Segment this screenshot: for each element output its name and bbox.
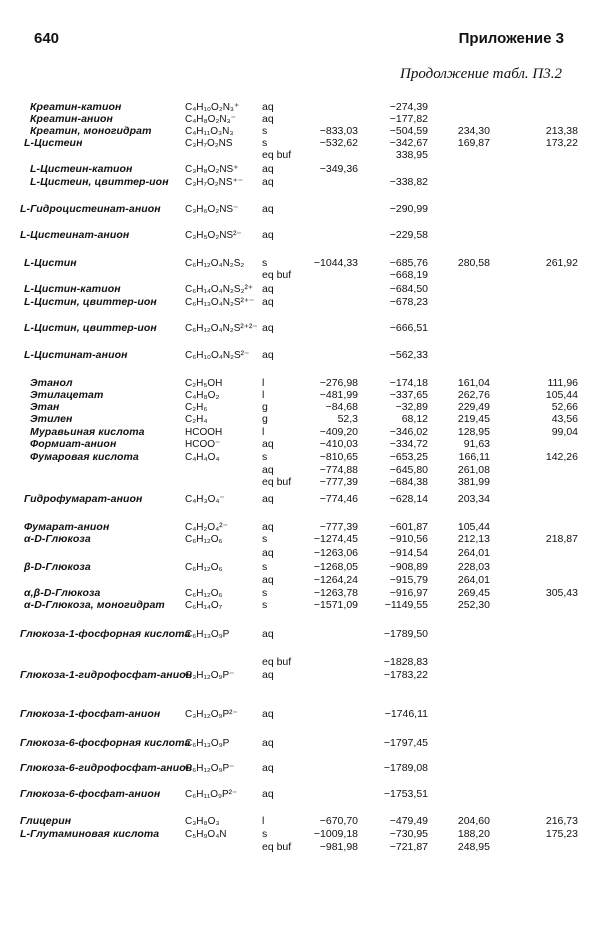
formula: C₃H₁₂O₉P²⁻: [185, 709, 238, 720]
value-2: −1797,45: [383, 737, 428, 749]
page-number: 640: [34, 30, 60, 47]
compound-name: Этилацетат: [30, 389, 104, 401]
value-2: −1828,83: [383, 656, 428, 668]
value-1: −532,62: [319, 137, 358, 149]
value-3: 212,13: [457, 533, 490, 545]
value-2: −562,33: [389, 349, 428, 361]
formula: C₆H₁₂O₄N₂S²⁺²⁻: [185, 323, 258, 334]
compound-name: Креатин-катион: [30, 101, 122, 113]
formula: C₄H₈O₂: [185, 390, 220, 401]
value-1: −810,65: [319, 451, 358, 463]
value-2: −908,89: [389, 561, 428, 573]
value-3: 203,34: [457, 493, 490, 505]
value-3: 229,49: [457, 401, 490, 413]
table-row: [0, 163, 600, 176]
table-row: [0, 599, 600, 612]
state: aq: [262, 229, 274, 241]
value-2: −1789,50: [383, 628, 428, 640]
state: g: [262, 401, 268, 413]
formula: C₄H₂O₄²⁻: [185, 522, 228, 533]
table-row: [0, 547, 600, 560]
value-1: −774,88: [319, 464, 358, 476]
value-4: 305,43: [545, 587, 578, 599]
compound-name: α-D-Глюкоза: [24, 533, 91, 545]
state: s: [262, 533, 268, 545]
compound-name: Креатин-анион: [30, 113, 113, 125]
state: s: [262, 828, 268, 840]
table-row: [0, 149, 600, 162]
state: s: [262, 561, 268, 573]
compound-name: L-Цистеин, цвиттер-ион: [30, 176, 169, 188]
table-row: [0, 762, 600, 775]
formula: C₆H₁₃O₄N₂S²⁺⁻: [185, 297, 255, 308]
table-row: [0, 628, 600, 641]
value-2: −504,59: [389, 125, 428, 137]
value-1: −833,03: [319, 125, 358, 137]
state: s: [262, 257, 268, 269]
table-row: [0, 229, 600, 242]
formula: C₃H₈O₂NS⁺: [185, 164, 239, 175]
value-4: 261,92: [545, 257, 578, 269]
formula: HCOOH: [185, 427, 223, 438]
value-2: −1149,55: [384, 599, 428, 611]
state: eq buf: [262, 841, 292, 853]
table-row: [0, 669, 600, 682]
value-2: −229,58: [389, 229, 428, 241]
value-3: 252,30: [457, 599, 490, 611]
table-row: [0, 533, 600, 546]
compound-name: Этанол: [30, 377, 73, 389]
value-3: 105,44: [457, 521, 490, 533]
state: aq: [262, 521, 274, 533]
value-3: 169,87: [457, 137, 490, 149]
table-row: [0, 828, 600, 841]
value-2: −1753,51: [383, 788, 428, 800]
value-2: −730,95: [389, 828, 428, 840]
value-3: 234,30: [457, 125, 490, 137]
compound-name: Муравьиная кислота: [30, 426, 145, 438]
formula: C₅H₉O₄N: [185, 829, 227, 840]
state: s: [262, 599, 268, 611]
value-2: −334,72: [389, 438, 428, 450]
state: aq: [262, 708, 274, 720]
compound-name: Креатин, моногидрат: [30, 125, 152, 137]
value-1: −777,39: [319, 521, 358, 533]
value-2: −338,82: [389, 176, 428, 188]
formula: C₆H₁₁O₉P²⁻: [185, 789, 238, 800]
table-row: [0, 708, 600, 721]
state: aq: [262, 547, 274, 559]
compound-name: L-Цистин-катион: [24, 283, 121, 295]
table-row: [0, 493, 600, 506]
table-row: [0, 322, 600, 335]
value-2: −177,82: [389, 113, 428, 125]
value-1: −409,20: [319, 426, 358, 438]
value-4: 43,56: [551, 413, 578, 425]
state: aq: [262, 283, 274, 295]
state: eq buf: [262, 269, 292, 281]
value-3: 228,03: [457, 561, 490, 573]
value-4: 142,26: [545, 451, 578, 463]
value-2: −645,80: [389, 464, 428, 476]
state: s: [262, 587, 268, 599]
formula: C₃H₇O₂NS: [185, 138, 233, 149]
value-3: 264,01: [457, 547, 490, 559]
state: s: [262, 451, 268, 463]
formula: C₃H₈O₃: [185, 816, 220, 827]
compound-name: Этилен: [30, 413, 73, 425]
value-2: −628,14: [389, 493, 428, 505]
formula: C₆H₁₂O₉P⁻: [185, 763, 235, 774]
value-3: 188,20: [457, 828, 490, 840]
value-1: −670,70: [319, 815, 358, 827]
value-1: 52,3: [337, 413, 358, 425]
formula: C₃H₁₂O₉P⁻: [185, 670, 235, 681]
table-row: [0, 438, 600, 451]
compound-name: Глюкоза-6-фосфорная кислота: [20, 737, 191, 749]
table-row: [0, 203, 600, 216]
table-row: [0, 476, 600, 489]
value-1: −777,39: [319, 476, 358, 488]
formula: C₄H₈O₂N₃⁻: [185, 114, 236, 125]
formula: C₂H₆: [185, 402, 208, 413]
compound-name: L-Цистин: [24, 257, 77, 269]
value-3: 204,60: [457, 815, 490, 827]
value-2: −684,50: [389, 283, 428, 295]
table-row: [0, 451, 600, 464]
state: aq: [262, 788, 274, 800]
value-2: −653,25: [389, 451, 428, 463]
formula: C₃H₅O₂NS²⁻: [185, 230, 242, 241]
state: aq: [262, 628, 274, 640]
compound-name: L-Цистеин: [24, 137, 83, 149]
value-2: −174,18: [389, 377, 428, 389]
formula: C₃H₇O₂NS⁺⁻: [185, 177, 244, 188]
compound-name: α,β-D-Глюкоза: [24, 587, 101, 599]
compound-name: Глюкоза-6-гидрофосфат-анион: [20, 762, 193, 774]
compound-name: Формиат-анион: [30, 438, 117, 450]
state: aq: [262, 176, 274, 188]
table-row: [0, 656, 600, 669]
formula: C₄H₃O₄⁻: [185, 494, 225, 505]
state: aq: [262, 296, 274, 308]
value-1: −981,98: [319, 841, 358, 853]
value-1: −84,68: [325, 401, 358, 413]
state: aq: [262, 163, 274, 175]
value-1: −1009,18: [313, 828, 358, 840]
value-3: 381,99: [457, 476, 490, 488]
value-2: −290,99: [389, 203, 428, 215]
value-1: −410,03: [319, 438, 358, 450]
state: aq: [262, 493, 274, 505]
compound-name: Глицерин: [20, 815, 72, 827]
compound-name: L-Глутаминовая кислота: [20, 828, 160, 840]
state: aq: [262, 349, 274, 361]
value-2: −479,49: [389, 815, 428, 827]
compound-name: α-D-Глюкоза, моногидрат: [24, 599, 165, 611]
state: aq: [262, 737, 274, 749]
value-2: −914,54: [389, 547, 428, 559]
state: aq: [262, 762, 274, 774]
value-1: −481,99: [319, 389, 358, 401]
table-row: [0, 737, 600, 750]
value-4: 213,38: [545, 125, 578, 137]
formula: C₆H₁₂O₆: [185, 534, 223, 545]
value-3: 261,08: [457, 464, 490, 476]
value-2: −668,19: [389, 269, 428, 281]
value-4: 105,44: [545, 389, 578, 401]
value-1: −1044,33: [313, 257, 358, 269]
formula: C₂H₅OH: [185, 378, 223, 389]
compound-name: Гидрофумарат-анион: [24, 493, 143, 505]
state: aq: [262, 438, 274, 450]
value-1: −1571,09: [313, 599, 358, 611]
table-row: [0, 176, 600, 189]
value-1: −1268,05: [313, 561, 358, 573]
formula: C₆H₁₃O₉P: [185, 629, 230, 640]
value-3: 161,04: [457, 377, 490, 389]
formula: C₄H₁₁O₃N₃: [185, 126, 234, 137]
state: aq: [262, 669, 274, 681]
state: l: [262, 815, 265, 827]
value-2: −678,23: [389, 296, 428, 308]
formula: C₆H₁₄O₇: [185, 600, 223, 611]
value-2: −1783,22: [383, 669, 428, 681]
compound-name: L-Цистеинат-анион: [20, 229, 130, 241]
compound-name: L-Цистин, цвиттер-ион: [24, 296, 157, 308]
value-1: −349,36: [319, 163, 358, 175]
value-2: −916,97: [389, 587, 428, 599]
table-row: [0, 269, 600, 282]
state: aq: [262, 574, 274, 586]
value-3: 248,95: [457, 841, 490, 853]
value-1: −1274,45: [313, 533, 358, 545]
value-2: −601,87: [389, 521, 428, 533]
value-3: 166,11: [458, 451, 490, 463]
value-2: 68,12: [401, 413, 428, 425]
state: aq: [262, 113, 274, 125]
value-2: −337,65: [389, 389, 428, 401]
table-row: [0, 815, 600, 828]
state: s: [262, 125, 268, 137]
compound-name: Глюкоза-1-гидрофосфат-анион: [20, 669, 193, 681]
value-2: −685,76: [389, 257, 428, 269]
value-4: 173,22: [545, 137, 578, 149]
value-2: −910,56: [389, 533, 428, 545]
table-row: [0, 283, 600, 296]
table-continuation-caption: Продолжение табл. П3.2: [400, 66, 562, 82]
value-2: −721,87: [389, 841, 428, 853]
value-2: −666,51: [389, 322, 428, 334]
table-row: [0, 574, 600, 587]
value-2: −915,79: [389, 574, 428, 586]
value-3: 269,45: [457, 587, 490, 599]
state: eq buf: [262, 476, 292, 488]
compound-name: Глюкоза-6-фосфат-анион: [20, 788, 161, 800]
state: s: [262, 137, 268, 149]
value-3: 262,76: [457, 389, 490, 401]
state: aq: [262, 322, 274, 334]
formula: C₆H₁₂O₆: [185, 588, 223, 599]
value-3: 128,95: [457, 426, 490, 438]
table-row: [0, 561, 600, 574]
value-2: −1746,11: [384, 708, 428, 720]
table-row: [0, 296, 600, 309]
state: l: [262, 377, 265, 389]
table-row: [0, 413, 600, 426]
state: aq: [262, 464, 274, 476]
value-3: 91,63: [463, 438, 490, 450]
compound-name: Фумарат-анион: [24, 521, 110, 533]
value-1: −1263,78: [313, 587, 358, 599]
value-2: −346,02: [389, 426, 428, 438]
value-4: 111,96: [547, 377, 578, 389]
state: l: [262, 389, 265, 401]
state: l: [262, 426, 265, 438]
formula: C₆H₁₄O₄N₂S₂²⁺: [185, 284, 254, 295]
value-3: 280,58: [457, 257, 490, 269]
value-3: 219,45: [457, 413, 490, 425]
value-2: −342,67: [389, 137, 428, 149]
value-2: −1789,08: [383, 762, 428, 774]
formula: C₂H₄: [185, 414, 208, 425]
value-4: 99,04: [551, 426, 578, 438]
value-1: −774,46: [319, 493, 358, 505]
compound-name: L-Цистеин-катион: [30, 163, 133, 175]
value-4: 52,66: [551, 401, 578, 413]
compound-name: Этан: [30, 401, 60, 413]
value-4: 175,23: [545, 828, 578, 840]
table-row: [0, 349, 600, 362]
compound-name: Глюкоза-1-фосфат-анион: [20, 708, 161, 720]
formula: C₄H₁₀O₂N₃⁺: [185, 102, 240, 113]
compound-name: L-Гидроцистеинат-анион: [20, 203, 161, 215]
value-2: −274,39: [389, 101, 428, 113]
formula: C₆H₁₂O₄N₂S₂: [185, 258, 245, 269]
value-2: −684,38: [389, 476, 428, 488]
section-title: Приложение 3: [458, 30, 564, 47]
compound-name: L-Цистин, цвиттер-ион: [24, 322, 157, 334]
compound-name: Глюкоза-1-фосфорная кислота: [20, 628, 191, 640]
table-row: [0, 841, 600, 854]
formula: C₆H₁₂O₆: [185, 562, 223, 573]
value-1: −1264,24: [313, 574, 358, 586]
value-2: 338,95: [395, 149, 428, 161]
state: eq buf: [262, 149, 292, 161]
formula: C₆H₁₃O₉P: [185, 738, 230, 749]
formula: C₆H₁₀O₄N₂S²⁻: [185, 350, 250, 361]
value-4: 216,73: [545, 815, 578, 827]
compound-name: L-Цистинат-анион: [24, 349, 128, 361]
compound-name: β-D-Глюкоза: [24, 561, 91, 573]
state: g: [262, 413, 268, 425]
state: aq: [262, 101, 274, 113]
value-3: 264,01: [457, 574, 490, 586]
value-4: 218,87: [545, 533, 578, 545]
value-1: −276,98: [319, 377, 358, 389]
table-row: [0, 788, 600, 801]
formula: C₄H₄O₄: [185, 452, 220, 463]
state: eq buf: [262, 656, 292, 668]
compound-name: Фумаровая кислота: [30, 451, 139, 463]
value-1: −1263,06: [313, 547, 358, 559]
formula: C₃H₆O₂NS⁻: [185, 204, 239, 215]
state: aq: [262, 203, 274, 215]
formula: HCOO⁻: [185, 439, 221, 450]
value-2: −32,89: [395, 401, 428, 413]
